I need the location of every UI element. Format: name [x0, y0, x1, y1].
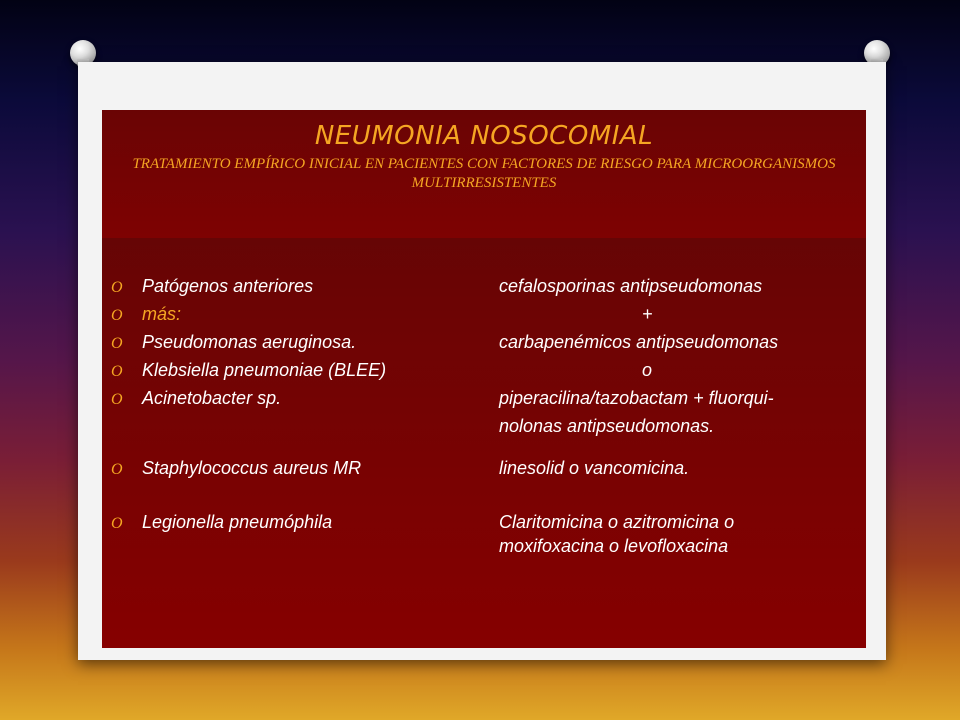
- pathogen-text: Acinetobacter sp.: [142, 388, 282, 408]
- bullet-icon: O: [111, 461, 123, 478]
- treatment-text: carbapenémicos antipseudomonas: [499, 332, 779, 352]
- bullet-icon: O: [111, 363, 123, 380]
- bullet-icon: O: [111, 279, 123, 296]
- bullet-icon: O: [111, 515, 123, 532]
- treatment-text: cefalosporinas antipseudomonas: [499, 276, 763, 296]
- pathogen-text: Staphylococcus aureus MR: [142, 458, 362, 478]
- bullet-icon: O: [111, 307, 123, 324]
- pathogen-text: Patógenos anteriores: [142, 276, 314, 296]
- treatment-text: piperacilina/tazobactam + fluorqui-: [499, 388, 774, 408]
- treatment-text: Claritomicina o azitromicina o: [499, 512, 735, 532]
- bullet-icon: O: [111, 391, 123, 408]
- content-panel: [102, 110, 866, 648]
- treatment-text: o: [642, 360, 653, 380]
- pathogen-text: Pseudomonas aeruginosa.: [142, 332, 357, 352]
- pathogen-text: más:: [142, 304, 182, 324]
- header-band: [102, 110, 866, 238]
- page-title: NEUMONIA NOSOCOMIAL: [314, 121, 654, 151]
- pathogen-text: Legionella pneumóphila: [142, 512, 333, 532]
- page-subtitle: TRATAMIENTO EMPÍRICO INICIAL EN PACIENTES CON FACTORES DE RIESGO PARA MICROORGANISMOS MULTIRRESISTENTES: [132, 156, 836, 191]
- bullet-icon: O: [111, 335, 123, 352]
- pathogen-text: Klebsiella pneumoniae (BLEE): [142, 360, 387, 380]
- treatment-text: +: [642, 304, 653, 324]
- treatment-text: linesolid o vancomicina.: [499, 458, 690, 478]
- treatment-text: nolonas antipseudomonas.: [499, 416, 715, 436]
- treatment-text: moxifoxacina o levofloxacina: [499, 536, 729, 556]
